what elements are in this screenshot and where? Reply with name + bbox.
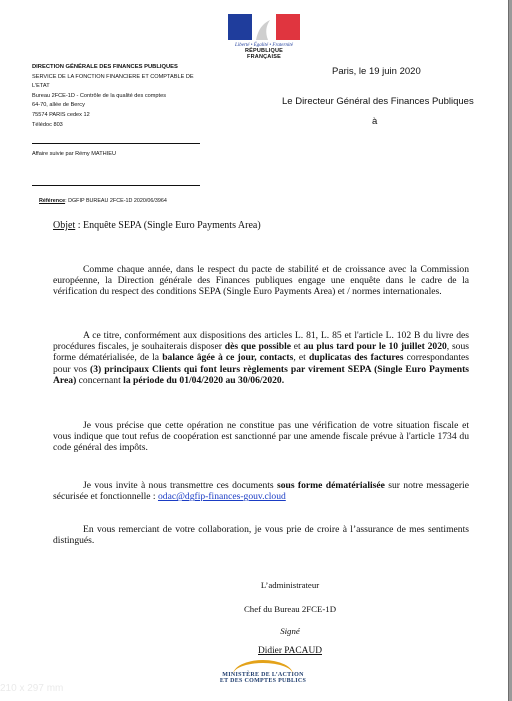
ministry-logo	[204, 658, 322, 684]
paragraph-2-bold-run: la période du 01/04/2020 au 30/06/2020.	[123, 374, 285, 386]
subject-text: : Enquête SEPA (Single Euro Payments Area)	[75, 220, 261, 231]
subject-line	[53, 220, 261, 231]
paragraph-2-text	[53, 330, 469, 386]
paragraph-2-bold-run: dès que possible	[224, 341, 292, 353]
from-title: Le Directeur Général des Finances Publiques	[282, 96, 474, 107]
paragraph-3	[53, 420, 469, 454]
paragraph-3-text: Je vous précise que cette opération ne constitue pas une vérification de votre situation fiscale et vous indique que tout refus de coopération est sanctionné par une amende fiscale prévue à l'article 1734 du code général des impôts.	[53, 420, 469, 454]
paragraph-2-bold-run: balance âgée à ce jour, contacts	[162, 352, 294, 364]
followed-by: Affaire suivie par Rémy MATHIEU	[32, 151, 117, 157]
sender-address2: 75574 PARIS cedex 12	[32, 111, 90, 118]
divider	[32, 143, 200, 144]
ministry-line2: ET DES COMPTES PUBLICS	[219, 678, 307, 684]
signature-role: L’administrateur	[260, 580, 320, 590]
ministry-line1: MINISTÈRE DE L’ACTION	[222, 672, 304, 678]
sender-teledoc: Télédoc 803	[32, 121, 63, 128]
paragraph-4-part1: Je vous invite à nous transmettre ces documents	[83, 480, 277, 491]
paragraph-2-bold-run: au plus tard pour le 10 juillet 2020	[303, 341, 447, 353]
paragraph-2-run: correspondantes pour vos	[53, 352, 469, 375]
signature-office: Chef du Bureau 2FCE-1D	[243, 604, 337, 614]
republique-logo	[228, 14, 300, 60]
page-size-label: 210 x 297 mm	[0, 683, 64, 694]
republic-label: RÉPUBLIQUE FRANÇAISE	[244, 48, 284, 60]
republic-motto: Liberté • Égalité • Fraternité	[235, 43, 293, 48]
signature-name	[210, 645, 370, 656]
sender-service-line2: L'ETAT	[32, 83, 50, 90]
sender-bureau: Bureau 2FCE-1D - Contrôle de la qualité des comptes	[32, 92, 167, 99]
subject-label: Objet	[53, 220, 76, 231]
paragraph-5	[53, 524, 469, 546]
paragraph-2-bold-run: duplicatas des factures	[308, 352, 404, 364]
reference-label: Référence	[39, 198, 66, 204]
paragraph-1-text: Comme chaque année, dans le respect du pacte de stabilité et de croissance avec la Commission européenne, la Direction générale des Finances publiques engage une enquête dans le cadre de la vérification du respect des conditions SEPA (Single Euro Payments Area) et / normes internationales.	[53, 264, 469, 298]
sender-block	[32, 63, 222, 130]
paragraph-4	[53, 480, 469, 502]
paragraph-4-part2: sur notre messagerie sécurisée et fonctionnelle :	[53, 480, 469, 503]
signatory-name: Didier PACAUD	[258, 646, 322, 656]
divider	[32, 185, 200, 186]
tricolor-flag-icon	[228, 14, 300, 40]
reference-line	[39, 198, 167, 204]
paragraph-2-run: , et	[293, 352, 309, 364]
ministry-arc-icon	[233, 658, 293, 672]
paragraph-2-bold-run: (3) principaux Clients qui font leurs règlements par virement SEPA (Single Euro Payments Area)	[53, 363, 469, 386]
place-date: Paris, le 19 juin 2020	[332, 66, 421, 77]
email-link[interactable]: odac@dgfip-finances-gouv.cloud	[157, 491, 286, 503]
sender-service-line1: SERVICE DE LA FONCTION FINANCIERE ET COMPTABLE DE	[32, 73, 194, 80]
paragraph-2-run: et	[291, 341, 304, 353]
paragraph-2-run: A ce titre, conformément aux dispositions des articles L. 81, L. 85 et l'article L. 102 B du livre des procédures fiscales, je souhaiterais disposer	[53, 330, 469, 353]
paragraph-5-text: En vous remerciant de votre collaboration, je vous prie de croire à l’assurance de mes sentiments distingués.	[53, 524, 469, 547]
paragraph-4-bold: sous forme dématérialisée	[277, 480, 385, 491]
recipient: à	[372, 116, 378, 127]
paragraph-2-run: , sous forme dématérialisée, de la	[53, 341, 470, 364]
paragraph-1	[53, 264, 469, 298]
sender-address1: 64-70, allée de Bercy	[32, 102, 85, 109]
sender-title: DIRECTION GÉNÉRALE DES FINANCES PUBLIQUES	[32, 64, 178, 70]
paragraph-2	[53, 330, 469, 386]
reference-value: : DGFIP BUREAU 2FCE-1D 2020/06/3964	[65, 198, 167, 204]
signature-signed: Signé	[280, 626, 300, 636]
paragraph-2-run: concernant	[76, 374, 124, 386]
